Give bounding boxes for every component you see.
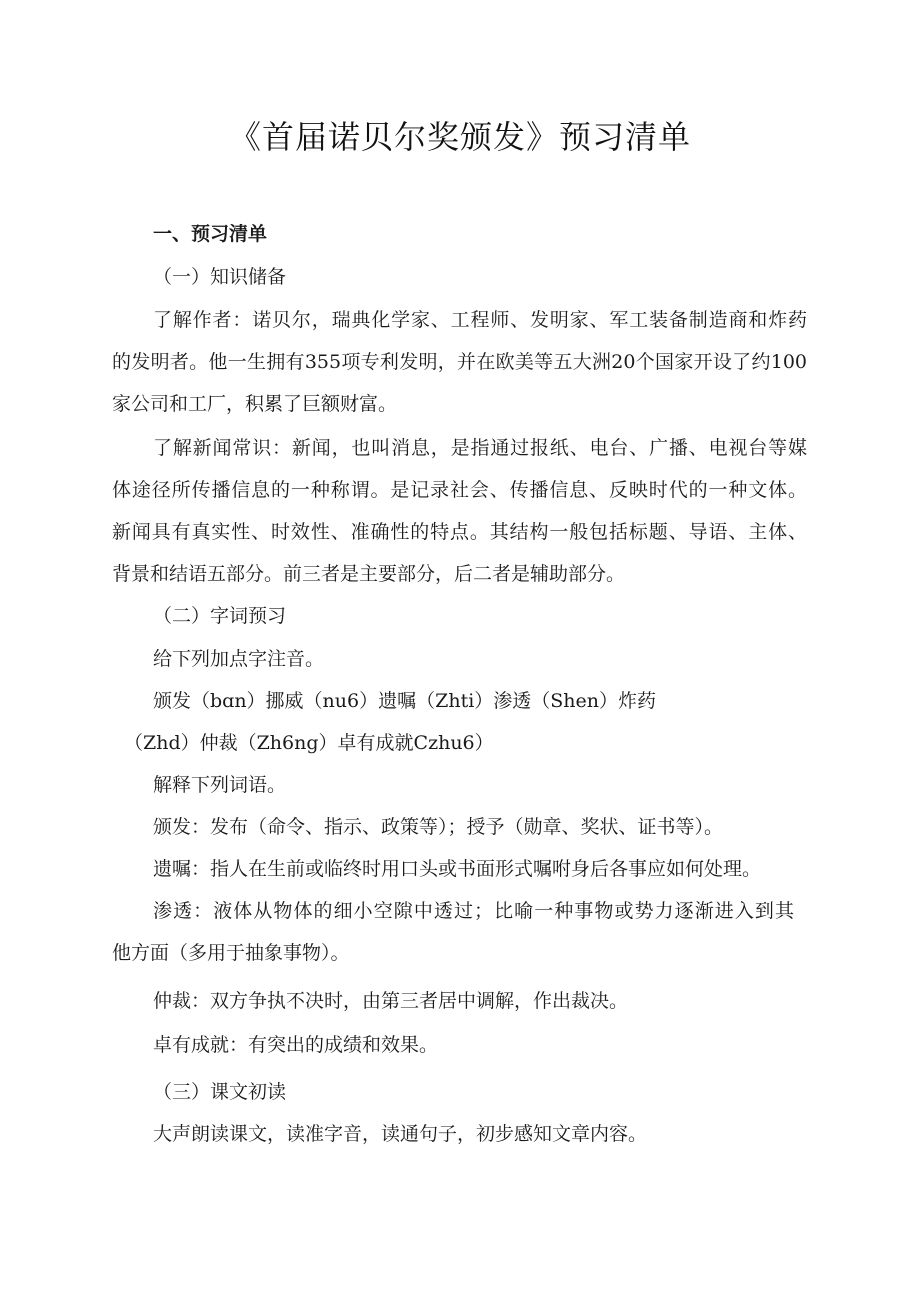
news-line-4: 背景和结语五部分。前三者是主要部分，后二者是辅助部分。 (112, 563, 626, 585)
news-line-1: 了解新闻常识：新闻，也叫消息，是指通过报纸、电台、广播、电视台等媒 (153, 437, 807, 459)
pinyin-line-2: （Zhd）仲裁（Zh6ng）卓有成就Czhu6） (124, 732, 494, 754)
definition-shentou-2: 他方面（多用于抽象事物）。 (112, 942, 350, 964)
document-title: 《首届诺贝尔奖颁发》预习清单 (228, 118, 691, 156)
reading-text: 大声朗读课文，读准字音，读通句子，初步感知文章内容。 (153, 1123, 648, 1145)
reading-heading: （三）课文初读 (153, 1081, 287, 1103)
explain-heading: 解释下列词语。 (153, 774, 287, 796)
author-line-3: 家公司和工厂，积累了巨额财富。 (112, 393, 398, 415)
news-line-3: 新闻具有真实性、时效性、准确性的特点。其结构一般包括标题、导语、主体、 (112, 521, 807, 543)
author-line-2: 的发明者。他一生拥有355项专利发明，并在欧美等五大洲20个国家开设了约100 (112, 351, 807, 373)
author-line-1: 了解作者：诺贝尔，瑞典化学家、工程师、发明家、军工装备制造商和炸药 (153, 309, 807, 331)
definition-zhongcai: 仲裁：双方争执不决时，由第三者居中调解，作出裁决。 (153, 990, 629, 1012)
definition-banfa: 颁发：发布（命令、指示、政策等）；授予（勋章、奖状、证书等）。 (153, 816, 724, 838)
section-heading: 一、预习清单 (153, 223, 268, 245)
pinyin-line-1: 颁发（bɑn）挪威（nu6）遗嘱（Zhti）渗透（Shen）炸药 (153, 690, 657, 712)
definition-shentou-1: 渗透：液体从物体的细小空隙中透过；比喻一种事物或势力逐渐进入到其 (153, 900, 794, 922)
definition-zhuoyou: 卓有成就：有突出的成绩和效果。 (153, 1034, 439, 1056)
news-line-2: 体途径所传播信息的一种称谓。是记录社会、传播信息、反映时代的一种文体。 (112, 479, 807, 501)
pinyin-instruction: 给下列加点字注音。 (153, 648, 325, 670)
definition-yizhu: 遗嘱：指人在生前或临终时用口头或书面形式嘱咐身后各事应如何处理。 (153, 858, 762, 880)
words-heading: （二）字词预习 (153, 605, 287, 627)
knowledge-heading: （一）知识储备 (153, 266, 287, 288)
